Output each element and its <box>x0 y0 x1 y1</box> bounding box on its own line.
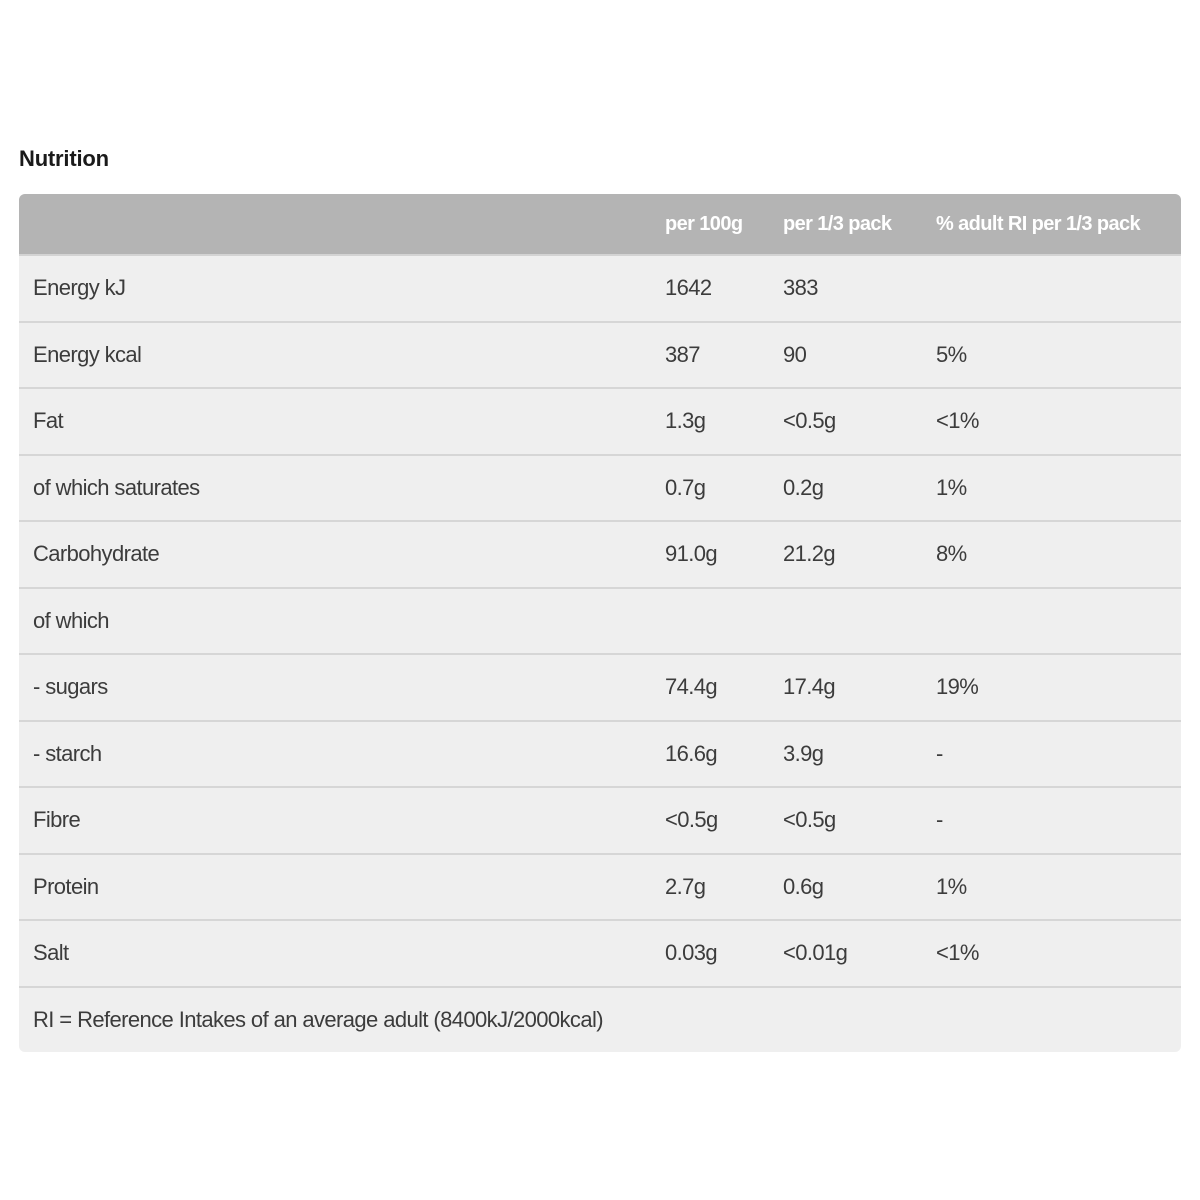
table-row <box>19 788 1181 855</box>
nutrient-label: Energy kJ <box>33 275 126 301</box>
ri-value: 1% <box>936 474 967 500</box>
table-row <box>19 655 1181 722</box>
per-pack-value: 3.9g <box>783 740 824 766</box>
nutrition-heading: Nutrition <box>19 146 109 171</box>
per-pack-value: <0.5g <box>783 408 836 434</box>
table-header <box>19 194 1181 256</box>
per-pack-value: 0.2g <box>783 474 824 500</box>
table-row <box>19 456 1181 523</box>
ri-value: - <box>936 740 943 766</box>
header-per-100g: per 100g <box>665 212 743 235</box>
nutrient-label: - starch <box>33 740 102 766</box>
per-pack-value: <0.5g <box>783 807 836 833</box>
nutrition-table <box>19 194 1181 1052</box>
nutrient-label: Energy kcal <box>33 341 142 367</box>
per-100g-value: 0.03g <box>665 940 718 966</box>
nutrient-label: Protein <box>33 873 99 899</box>
table-row <box>19 589 1181 656</box>
table-row <box>19 323 1181 390</box>
per-100g-value: 2.7g <box>665 873 706 899</box>
nutrient-label: of which <box>33 607 109 633</box>
per-pack-value: 90 <box>783 341 807 367</box>
per-100g-value: 0.7g <box>665 474 706 500</box>
table-row <box>19 722 1181 789</box>
table-row <box>19 921 1181 988</box>
table-row <box>19 389 1181 456</box>
table-row <box>19 855 1181 922</box>
ri-value: 1% <box>936 873 967 899</box>
table-row <box>19 522 1181 589</box>
nutrient-label: Salt <box>33 940 69 966</box>
per-pack-value: 383 <box>783 275 818 301</box>
nutrient-label: - sugars <box>33 674 108 700</box>
per-100g-value: 74.4g <box>665 674 718 700</box>
ri-value: 8% <box>936 541 967 567</box>
ri-value: - <box>936 807 943 833</box>
per-100g-value: 91.0g <box>665 541 718 567</box>
ri-value: 5% <box>936 341 967 367</box>
ri-value: <1% <box>936 940 979 966</box>
ri-value: 19% <box>936 674 979 700</box>
per-pack-value: <0.01g <box>783 940 848 966</box>
per-100g-value: <0.5g <box>665 807 718 833</box>
per-pack-value: 0.6g <box>783 873 824 899</box>
per-pack-value: 17.4g <box>783 674 836 700</box>
nutrient-label: of which saturates <box>33 474 200 500</box>
per-pack-value: 21.2g <box>783 541 836 567</box>
nutrient-label: Carbohydrate <box>33 541 160 567</box>
ri-value: <1% <box>936 408 979 434</box>
per-100g-value: 1642 <box>665 275 712 301</box>
table-row <box>19 256 1181 323</box>
per-100g-value: 387 <box>665 341 700 367</box>
nutrient-label: Fat <box>33 408 63 434</box>
footnote-text: RI = Reference Intakes of an average adult (8400kJ/2000kcal) <box>33 1006 603 1032</box>
per-100g-value: 1.3g <box>665 408 706 434</box>
ri-footnote <box>19 988 1181 1052</box>
header-per-third-pack: per 1/3 pack <box>783 212 892 235</box>
nutrient-label: Fibre <box>33 807 81 833</box>
per-100g-value: 16.6g <box>665 740 718 766</box>
header-adult-ri: % adult RI per 1/3 pack <box>936 212 1141 235</box>
